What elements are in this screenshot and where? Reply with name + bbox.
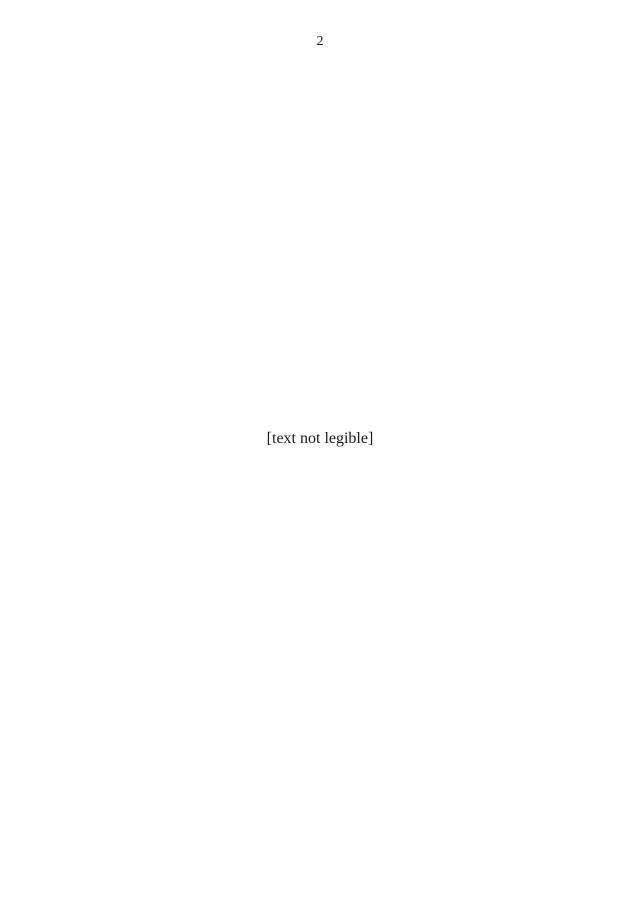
illegible-notice: [text not legible] xyxy=(266,430,374,447)
page-number: 2 xyxy=(316,34,324,49)
